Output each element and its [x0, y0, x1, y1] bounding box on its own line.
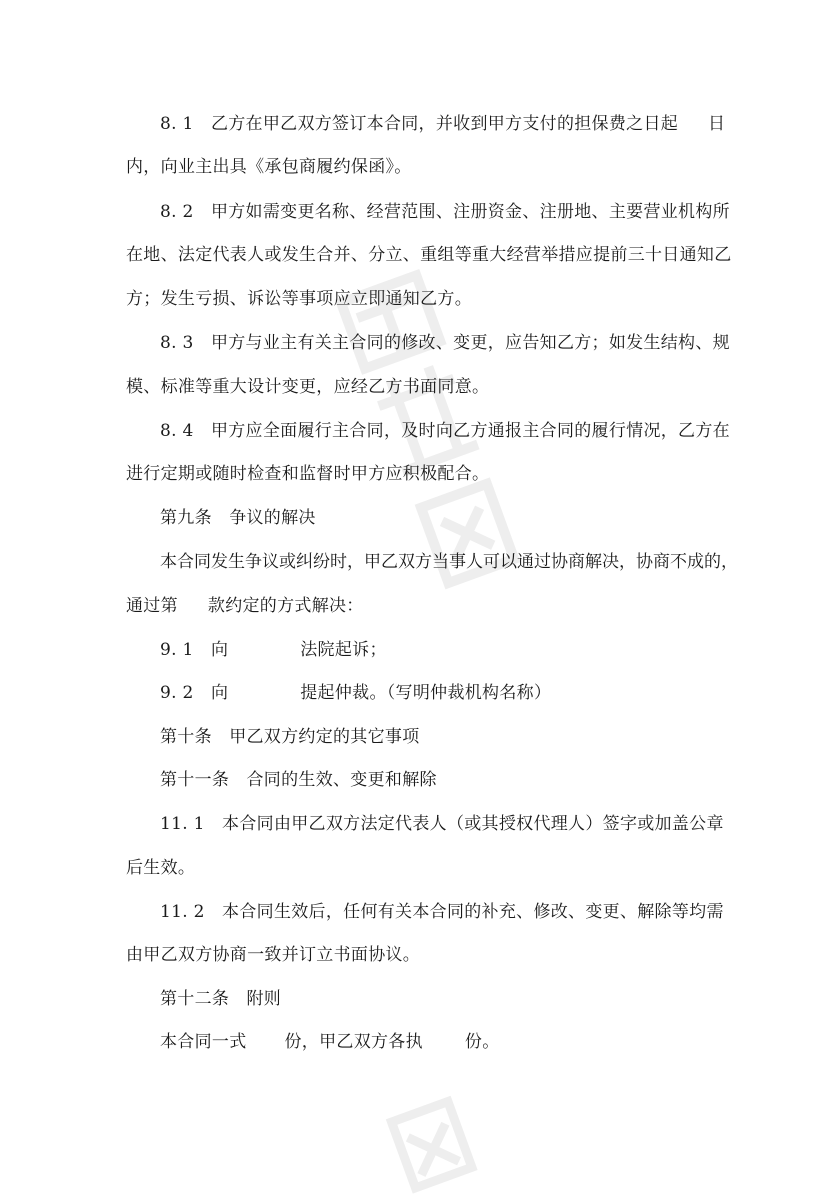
article-9-heading: [160, 506, 316, 530]
clause-11-2-continuation: 由甲乙双方协商一致并订立书面协议。: [126, 945, 421, 965]
article-11-title: 第十一条 合同的生效、变更和解除: [160, 770, 437, 790]
article-9-body-line-2: [126, 594, 364, 618]
article-9-method-text: 款约定的方式解决：: [207, 596, 364, 616]
copies-text-end: 份。: [464, 1032, 500, 1052]
watermark-stamp-bottom-icon: [375, 1079, 484, 1200]
article-9-title: 第九条 争议的解决: [160, 508, 316, 528]
clause-8-1-line-1: [160, 112, 725, 136]
clause-11-1-continuation: 后生效。: [126, 858, 196, 878]
clause-11-1-text: 11. 1 本合同由甲乙双方法定代表人（或其授权代理人）签字或加盖公章: [160, 814, 724, 834]
clause-11-1-line-1: [160, 812, 724, 836]
clause-8-2-line-3: [126, 287, 472, 311]
clause-8-3-line-1: [160, 331, 730, 355]
clause-11-2-line-2: [126, 943, 420, 967]
article-12-heading: [160, 987, 281, 1011]
clause-8-3-line-2: [126, 375, 489, 399]
clause-8-4-line-2: [126, 462, 489, 486]
clause-8-2-line-2: [126, 243, 732, 267]
clause-8-3-text: 8. 3 甲方与业主有关主合同的修改、变更，应告知乙方；如发生结构、规: [160, 333, 730, 353]
clause-8-2-text: 8. 2 甲方如需变更名称、经营范围、注册资金、注册地、主要营业机构所: [160, 202, 730, 222]
clause-9-1-line: [160, 638, 387, 662]
clause-9-2-arbitration-text: 提起仲裁。（写明仲裁机构名称）: [300, 683, 552, 703]
article-11-heading: [160, 768, 437, 792]
clause-11-2-text: 11. 2 本合同生效后，任何有关本合同的补充、修改、变更、解除等均需: [160, 902, 724, 922]
clause-9-1-text: 9. 1 向: [160, 640, 229, 660]
clause-8-1-text: 8. 1 乙方在甲乙双方签订本合同，并收到甲方支付的担保费之日起: [160, 114, 679, 134]
clause-8-4-text: 8. 4 甲方应全面履行主合同，及时向乙方通报主合同的履行情况，乙方在: [160, 421, 730, 441]
clause-8-2-continuation-2: 方；发生亏损、诉讼等事项应立即通知乙方。: [126, 289, 472, 309]
clause-8-2-line-1: [160, 200, 730, 224]
copies-text-start: 本合同一式: [160, 1032, 247, 1052]
article-10-heading: [160, 725, 420, 749]
article-9-body-line-1: [160, 550, 738, 574]
clause-8-3-continuation: 模、标准等重大设计变更，应经乙方书面同意。: [126, 377, 490, 397]
clause-8-2-continuation: 在地、法定代表人或发生合并、分立、重组等重大经营举措应提前三十日通知乙: [126, 245, 732, 265]
article-9-via-label: 通过第: [126, 596, 178, 616]
article-9-text: 本合同发生争议或纠纷时，甲乙双方当事人可以通过协商解决，协商不成的，: [160, 552, 738, 572]
clause-11-2-line-1: [160, 900, 724, 924]
clause-8-1-line-2: [126, 155, 412, 179]
copies-text-middle: 份，甲乙双方各执: [284, 1032, 423, 1052]
article-12-copies-line: [160, 1030, 500, 1054]
clause-11-1-line-2: [126, 856, 195, 880]
clause-9-1-court-text: 法院起诉；: [300, 640, 387, 660]
clause-9-2-line: [160, 681, 551, 705]
clause-8-1-day-unit: 日: [708, 114, 726, 134]
clause-8-1-continuation: 内，向业主出具《承包商履约保函》。: [126, 157, 412, 177]
article-12-title: 第十二条 附则: [160, 989, 282, 1009]
clause-9-2-text: 9. 2 向: [160, 683, 229, 703]
article-10-title: 第十条 甲乙双方约定的其它事项: [160, 727, 420, 747]
clause-8-4-continuation: 进行定期或随时检查和监督时甲方应积极配合。: [126, 464, 490, 484]
clause-8-4-line-1: [160, 419, 730, 443]
